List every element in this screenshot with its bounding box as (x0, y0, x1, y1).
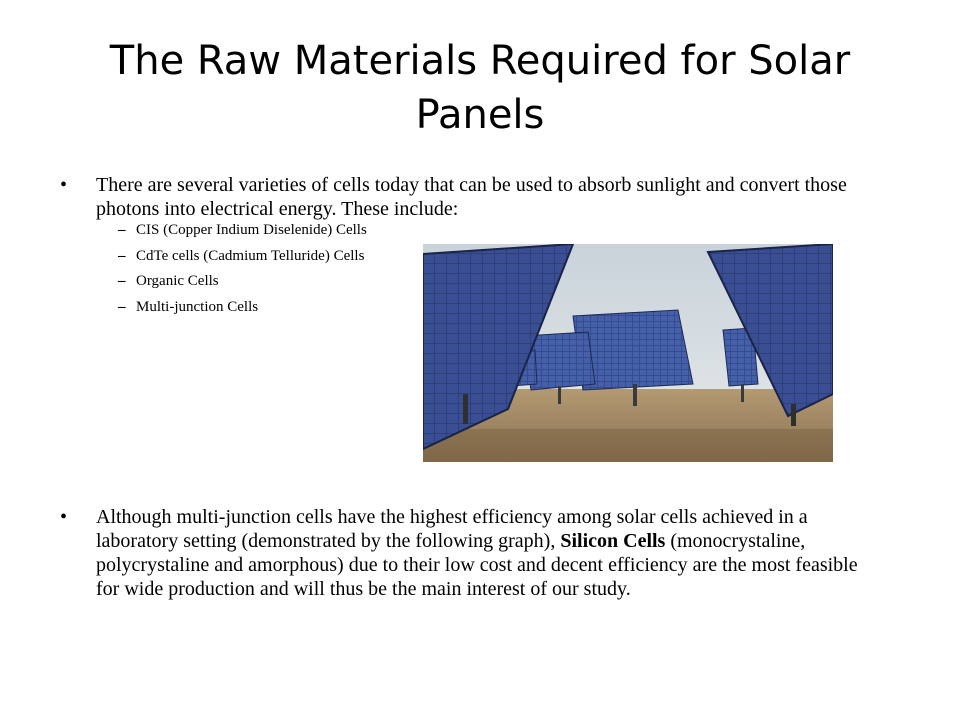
bullet-silicon-cells (60, 505, 876, 601)
list-item-label: CdTe cells (Cadmium Telluride) Cells (136, 247, 365, 264)
dash-marker: – (118, 298, 126, 315)
bullet-text: There are several varieties of cells today that can be used to absorb sunlight and convert those photons into electrical energy. These include: (96, 174, 847, 220)
bullet-marker: • (60, 506, 68, 528)
list-item (118, 246, 367, 272)
list-item-label: CIS (Copper Indium Diselenide) Cells (136, 222, 367, 238)
list-item (118, 220, 367, 246)
list-item-label: Multi-junction Cells (136, 298, 259, 315)
list-item-label: Organic Cells (136, 273, 219, 289)
list-item (118, 297, 367, 323)
bullet-text-bold: Silicon Cells (560, 530, 666, 552)
list-item (118, 271, 367, 297)
dash-marker: – (118, 273, 126, 289)
dash-marker: – (118, 222, 126, 238)
bullet-text-end: (monocrystaline, polycrystaline and amorphous) due to their low cost and decent efficiency are the most feasible for wide production and will thus be the main interest of our study. (96, 530, 858, 600)
bullet-cell-varieties (60, 173, 856, 221)
bullet-text-start: Although multi-junction cells have the highest efficiency among solar cells achieved in a laboratory setting (demonstrated by the following graph), (96, 506, 808, 552)
dash-marker: – (118, 247, 126, 264)
cell-types-list (118, 220, 367, 322)
slide-title: The Raw Materials Required for Solar Panels (109, 38, 851, 138)
bullet-marker: • (60, 174, 68, 196)
solar-panels-photo (423, 244, 833, 462)
